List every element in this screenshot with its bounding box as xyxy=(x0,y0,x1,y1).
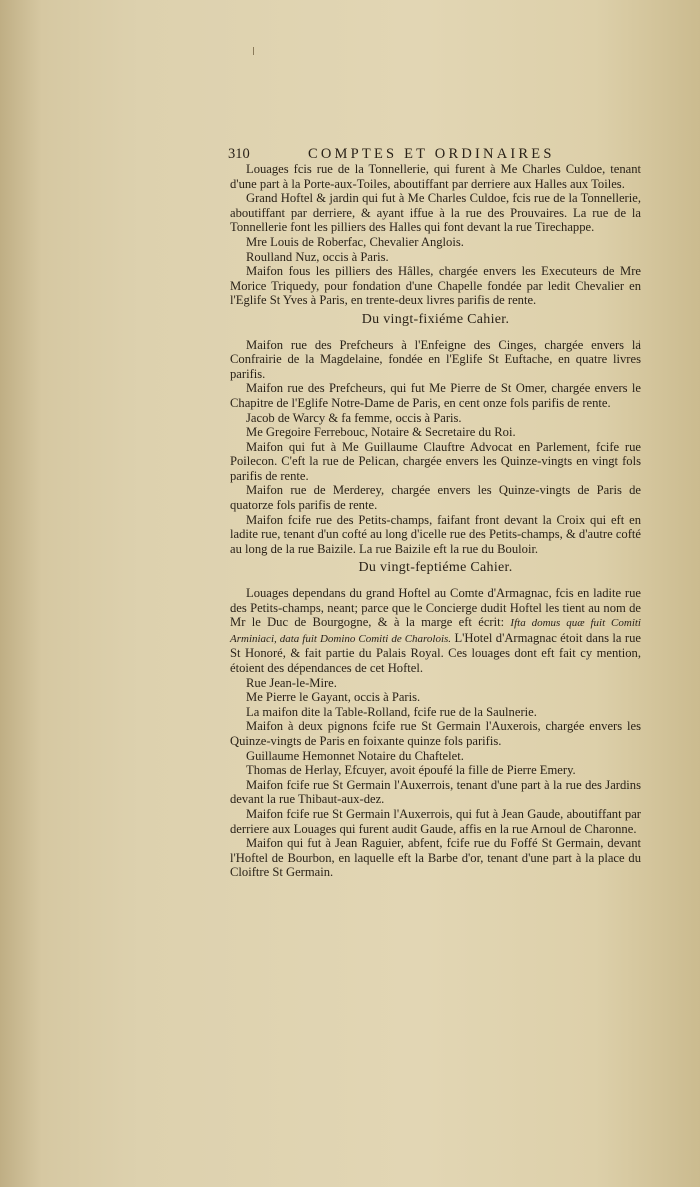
paragraph: Maifon à deux pignons fcife rue St Germain l'Auxerois, chargée envers les Quinze-vingts de Paris en foixante quinze fols parifis. xyxy=(230,719,641,748)
paragraph: Maifon fous les pilliers des Hâlles, chargée envers les Executeurs de Mre Morice Triquedy, pour fondation d'une Chapelle fondée par ledit Chevalier en l'Eglife St Yves à Paris, en trente-deux livres parifis de rente. xyxy=(230,264,641,308)
paragraph: Maifon rue de Merderey, chargée envers les Quinze-vingts de Paris de quatorze fols parifis de rente. xyxy=(230,483,641,513)
running-title: COMPTES ET ORDINAIRES xyxy=(308,146,555,162)
paragraph: Maifon fcife rue St Germain l'Auxerrois, qui fut à Jean Gaude, aboutiffant par derriere aux Louages qui furent audit Gaude, affis en la rue Arnoul de Charonne. xyxy=(230,806,641,836)
paragraph: Rue Jean-le-Mire. xyxy=(246,675,337,690)
paragraph: Mre Louis de Roberfac, Chevalier Anglois. xyxy=(246,234,464,249)
section-heading: Du vingt-fixiéme Cahier. xyxy=(361,311,510,327)
paragraph: Maifon rue des Prefcheurs, qui fut Me Pierre de St Omer, chargée envers le Chapitre de l'Eglife Notre-Dame de Paris, en cent onze fols parifis de rente. xyxy=(230,381,641,410)
paragraph: Thomas de Herlay, Efcuyer, avoit époufé la fille de Pierre Emery. xyxy=(246,763,576,778)
paragraph: Me Pierre le Gayant, occis à Paris. xyxy=(246,690,421,705)
paragraph: Maifon qui fut à Jean Raguier, abfent, fcife rue du Foffé St Germain, devant l'Hoftel de Bourbon, en laquelle eft la Barbe d'or, tenant d'une part à la place du Cloiftre St Germain. xyxy=(230,836,641,880)
latin-quote: Ifta domus quæ fuit Comiti Arminiaci, data fuit Domino Comiti de Charolois. xyxy=(230,617,641,645)
paragraph: Grand Hoftel & jardin qui fut à Me Charles Culdoe, fcis rue de la Tonnellerie, aboutiffant par derriere, & ayant iffue à la rue des Prouvaires. La rue de la Tonnellerie font les pilliers des Halles qui font devant la rue Tirechappe. xyxy=(230,191,641,235)
paragraph: Me Gregoire Ferrebouc, Notaire & Secretaire du Roi. xyxy=(246,425,516,440)
paragraph: Roulland Nuz, occis à Paris. xyxy=(246,249,389,264)
paper-mark xyxy=(253,47,254,55)
paragraph: Maifon rue des Prefcheurs à l'Enfeigne des Cinges, chargée envers la Confrairie de la Magdelaine, fondée en l'Eglife St Euftache, en quatre livres parifis. xyxy=(230,337,641,381)
body-text xyxy=(230,162,641,880)
paragraph: Louages fcis rue de la Tonnellerie, qui furent à Me Charles Culdoe, tenant d'une part à la Porte-aux-Toiles, aboutiffant par derriere aux Halles aux Toiles. xyxy=(230,162,641,191)
paragraph: Maifon fcife rue des Petits-champs, faifant front devant la Croix qui eft en ladite rue, tenant d'un cofté au long d'icelle rue des Petits-champs, & d'autre cofté au long de la rue Baizile. La rue Baizile eft la rue du Bouloir. xyxy=(230,512,641,556)
paragraph-text: L'Hotel d'Armagnac étoit dans la rue St Honoré, & fait partie du Palais Royal. Ces louages dont eft fait cy mention, étoient des dépendances de cet Hoftel. xyxy=(230,630,641,675)
paragraph-text: Louages dependans du grand Hoftel au Comte d'Armagnac, fcis en ladite rue des Petits-champs, neant; parce que le Concierge dudit Hoftel les tient au nom de Mr le Duc de Bourgogne, & à la marge eft écrit: xyxy=(230,586,641,630)
section-heading: Du vingt-feptiéme Cahier. xyxy=(358,560,513,576)
page-number: 310 xyxy=(228,146,250,162)
paragraph: Jacob de Warcy & fa femme, occis à Paris. xyxy=(246,410,462,425)
paragraph: La maifon dite la Table-Rolland, fcife rue de la Saulnerie. xyxy=(246,704,537,719)
paragraph: Maifon fcife rue St Germain l'Auxerrois, tenant d'une part à la rue des Jardins devant la rue Thibaut-aux-dez. xyxy=(230,777,641,807)
paragraph: Guillaume Hemonnet Notaire du Chaftelet. xyxy=(246,748,464,763)
paragraph xyxy=(230,586,641,676)
paragraph: Maifon qui fut à Me Guillaume Clauftre Advocat en Parlement, fcife rue Poilecon. C'eft la rue de Pelican, chargée envers les Quinze-vingts en vingt fols parifis de rente. xyxy=(230,439,641,483)
